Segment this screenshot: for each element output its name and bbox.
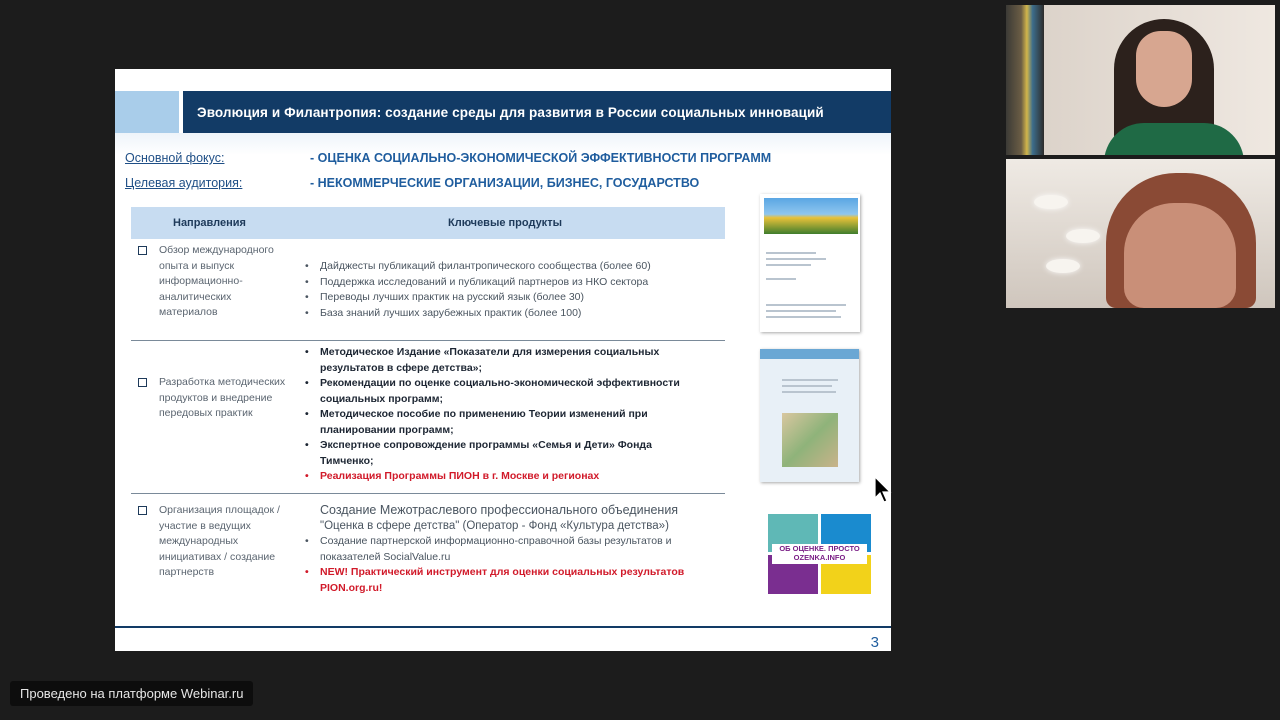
- cover-image: [782, 413, 838, 467]
- methodology-cover-thumbnail: [760, 349, 859, 482]
- list-item: • Реализация Программы ПИОН в г. Москве и регионах: [305, 469, 705, 485]
- participant-video-1[interactable]: [1006, 5, 1275, 155]
- list-item: "Оценка в сфере детства" (Оператор - Фонд «Культура детства»): [320, 519, 669, 532]
- target-audience-value: - НЕКОММЕРЧЕСКИЕ ОРГАНИЗАЦИИ, БИЗНЕС, ГОСУДАРСТВО: [310, 176, 700, 190]
- direction-2: Разработка методических продуктов и внедрение передовых практик: [159, 376, 286, 419]
- sunflower-image: [764, 198, 858, 234]
- participant-video-2[interactable]: [1006, 159, 1275, 308]
- list-item: • Переводы лучших практик на русский язык (более 30): [305, 290, 725, 306]
- presentation-slide: [115, 69, 891, 651]
- list-item: Создание Межотраслевого профессионального объединения: [320, 503, 679, 517]
- ceiling-lamp: [1046, 259, 1080, 273]
- platform-badge: Проведено на платформе Webinar.ru: [10, 681, 253, 706]
- list-item: • База знаний лучших зарубежных практик (более 100): [305, 306, 725, 322]
- target-audience-label: Целевая аудитория:: [125, 176, 243, 190]
- direction-3: Организация площадок / участие в ведущих международных инициативах / создание партнерств: [159, 504, 280, 578]
- main-focus-value: - ОЦЕНКА СОЦИАЛЬНО-ЭКОНОМИЧЕСКОЙ ЭФФЕКТИВНОСТИ ПРОГРАММ: [310, 151, 772, 165]
- title-band-accent: [115, 91, 179, 134]
- products-list-1: [305, 259, 725, 321]
- mouse-pointer-icon: [874, 476, 894, 504]
- list-item: • Методическое пособие по применению Теории изменений при планировании программ;: [305, 407, 705, 438]
- list-item: • Методическое Издание «Показатели для измерения социальных результатов в сфере детства»;: [305, 345, 705, 376]
- ozenka-logo: [768, 514, 871, 594]
- footer-line: [115, 626, 891, 628]
- list-item: • Дайджесты публикаций филантропического сообщества (более 60): [305, 259, 725, 275]
- digest-cover-thumbnail: [760, 194, 860, 332]
- checkbox-icon: [138, 378, 147, 387]
- list-item: • Экспертное сопровождение программы «Семья и Дети» Фонда Тимченко;: [305, 438, 705, 469]
- page-number: 3: [870, 634, 879, 651]
- row-divider: [131, 493, 725, 494]
- participant-face: [1136, 31, 1192, 107]
- list-item: • Поддержка исследований и публикаций партнеров из НКО сектора: [305, 275, 725, 291]
- direction-1: Обзор международного опыта и выпуск информационно-аналитических материалов: [159, 244, 274, 318]
- checkbox-icon: [138, 506, 147, 515]
- logo-text: ОБ ОЦЕНКЕ. ПРОСТО OZENKA.INFO: [772, 544, 867, 564]
- checkbox-icon: [138, 246, 147, 255]
- row-divider: [131, 340, 725, 341]
- ceiling-lamp: [1034, 195, 1068, 209]
- list-item: • Создание партнерской информационно-справочной базы результатов и показателей SocialValue.ru: [305, 534, 725, 565]
- main-focus-label: Основной фокус:: [125, 151, 225, 165]
- list-item: • NEW! Практический инструмент для оценки социальных результатов PION.org.ru!: [305, 565, 725, 596]
- header-directions: Направления: [173, 217, 246, 229]
- bookshelf: [1006, 5, 1044, 155]
- header-key-products: Ключевые продукты: [448, 217, 562, 229]
- products-list-2: [305, 345, 705, 485]
- ceiling-lamp: [1066, 229, 1100, 243]
- slide-title: Эволюция и Филантропия: создание среды для развития в России социальных инноваций: [197, 105, 824, 120]
- participant-face: [1124, 203, 1236, 308]
- list-item: • Рекомендации по оценке социально-экономической эффективности социальных программ;: [305, 376, 705, 407]
- products-list-3: [305, 503, 725, 596]
